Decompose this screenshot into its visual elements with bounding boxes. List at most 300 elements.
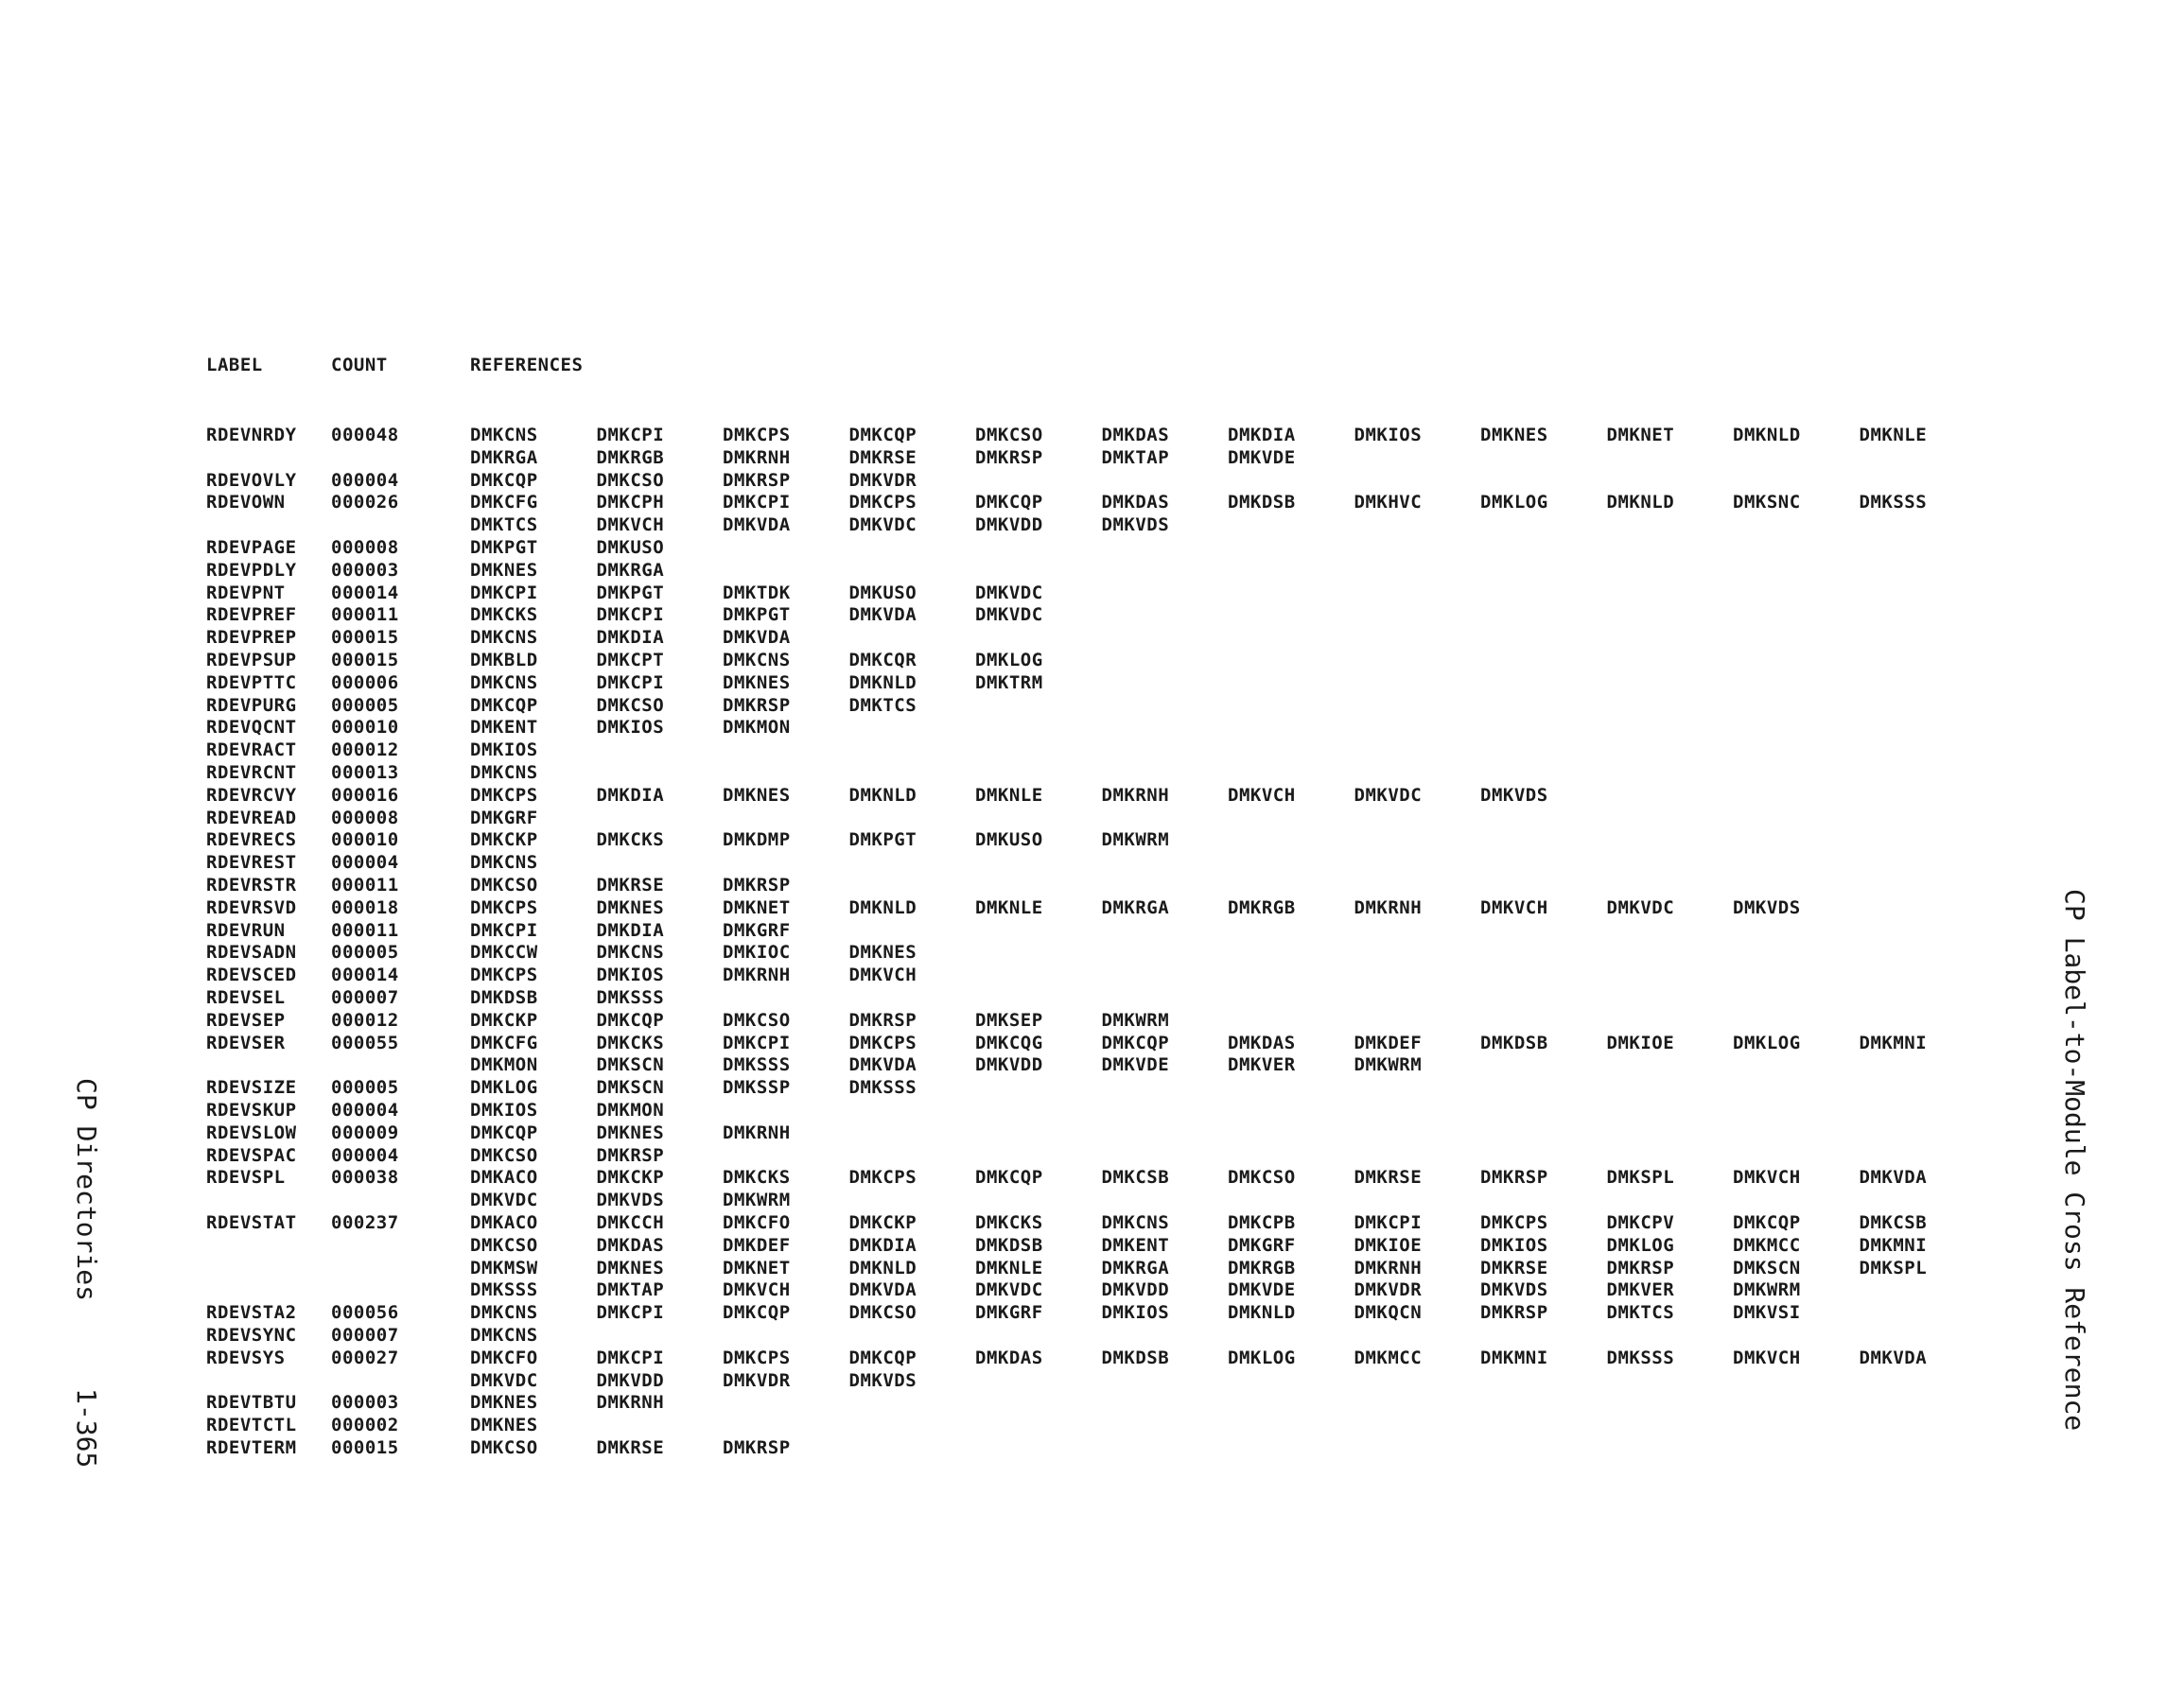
module-reference: DMKVDD (1101, 1279, 1170, 1301)
module-reference: DMKMCC (1354, 1347, 1423, 1368)
module-reference: DMKTDK (723, 582, 791, 603)
module-reference: DMKDAS (1228, 1032, 1296, 1053)
row-count: 000012 (331, 739, 399, 761)
module-reference: DMKDSB (470, 987, 538, 1008)
row-label: RDEVSCED (206, 965, 297, 986)
row-label: RDEVRUN (206, 919, 286, 941)
module-reference: DMKCPI (470, 919, 538, 941)
module-reference: DMKVDD (975, 514, 1043, 536)
module-reference: DMKCQP (1733, 1212, 1801, 1233)
module-reference: DMKDSB (1480, 1032, 1548, 1053)
row-label: RDEVSTAT (206, 1212, 297, 1233)
module-reference: DMKGRF (1228, 1234, 1296, 1256)
module-reference: DMKNES (596, 1257, 665, 1278)
module-reference: DMKDIA (1228, 425, 1296, 445)
module-reference: DMKVDE (1228, 446, 1296, 468)
module-reference: DMKENT (470, 717, 538, 739)
module-reference: DMKDAS (1101, 425, 1170, 445)
module-reference: DMKVDS (1480, 1279, 1548, 1301)
module-reference: DMKVDC (848, 514, 917, 536)
module-reference: DMKRSP (723, 694, 791, 716)
module-reference: DMKVCH (723, 1279, 791, 1301)
row-count: 000004 (331, 469, 399, 491)
module-reference: DMKCNS (723, 650, 791, 670)
module-reference: DMKCQP (596, 1009, 665, 1031)
row-count: 000005 (331, 1077, 399, 1099)
module-reference: DMKGRF (723, 919, 791, 941)
module-reference: DMKCSO (1228, 1167, 1296, 1189)
module-reference: DMKDSB (1228, 492, 1296, 513)
row-label: RDEVRECS (206, 829, 297, 851)
row-label: RDEVSLOW (206, 1122, 297, 1143)
module-reference: DMKNES (470, 1392, 538, 1414)
module-reference: DMKVER (1606, 1279, 1675, 1301)
module-reference: DMKLOG (1228, 1347, 1296, 1368)
module-reference: DMKVDS (596, 1190, 665, 1211)
module-reference: DMKRSP (596, 1144, 665, 1166)
module-reference: DMKVDA (723, 627, 791, 649)
module-reference: DMKCNS (1101, 1212, 1170, 1233)
module-reference: DMKVDE (1101, 1054, 1170, 1076)
module-reference: DMKDIA (596, 919, 665, 941)
row-label: RDEVSPAC (206, 1144, 297, 1166)
module-reference: DMKVDA (848, 604, 917, 626)
row-count: 000006 (331, 671, 399, 693)
row-label: RDEVSIZE (206, 1077, 297, 1099)
row-count: 000008 (331, 537, 399, 558)
module-reference: DMKVDC (975, 582, 1043, 603)
module-reference: DMKQCN (1354, 1302, 1423, 1324)
module-reference: DMKRSP (1480, 1302, 1548, 1324)
module-reference: DMKVDS (848, 1369, 917, 1391)
module-reference: DMKNET (723, 1257, 791, 1278)
module-reference: DMKCCW (470, 942, 538, 964)
module-reference: DMKCQP (975, 492, 1043, 513)
module-reference: DMKSEP (975, 1009, 1043, 1031)
row-count: 000002 (331, 1415, 399, 1436)
row-label: RDEVRCNT (206, 762, 297, 783)
row-label: RDEVOVLY (206, 469, 297, 491)
left-margin-page (71, 1388, 102, 1468)
module-reference: DMKDEF (723, 1234, 791, 1256)
row-count: 000015 (331, 627, 399, 649)
module-reference: DMKRSP (975, 446, 1043, 468)
row-count: 000009 (331, 1122, 399, 1143)
module-reference: DMKBLD (470, 650, 538, 670)
module-reference: DMKRSP (1606, 1257, 1675, 1278)
module-reference: DMKCSO (723, 1009, 791, 1031)
row-count: 000003 (331, 559, 399, 581)
module-reference: DMKVDC (975, 604, 1043, 626)
module-reference: DMKCNS (470, 1325, 538, 1346)
module-reference: DMKNLE (975, 784, 1043, 806)
module-reference: DMKVDS (1101, 514, 1170, 536)
module-reference: DMKCSB (1101, 1167, 1170, 1189)
module-reference: DMKCQP (848, 425, 917, 445)
module-reference: DMKNLD (848, 896, 917, 918)
module-reference: DMKCPI (723, 1032, 791, 1053)
module-reference: DMKLOG (975, 650, 1043, 670)
module-reference: DMKSCN (596, 1077, 665, 1099)
module-reference: DMKTAP (1101, 446, 1170, 468)
module-reference: DMKNLD (848, 1257, 917, 1278)
row-label: RDEVPTTC (206, 671, 297, 693)
module-reference: DMKCPI (1354, 1212, 1423, 1233)
row-label: RDEVRSTR (206, 875, 297, 896)
module-reference: DMKVDC (1354, 784, 1423, 806)
module-reference: DMKVDS (1480, 784, 1548, 806)
module-reference: DMKCSB (1859, 1212, 1928, 1233)
module-reference: DMKCPH (596, 492, 665, 513)
row-label: RDEVPAGE (206, 537, 297, 558)
module-reference: DMKNLD (1228, 1302, 1296, 1324)
module-reference: DMKDMP (723, 829, 791, 851)
row-count: 000007 (331, 987, 399, 1008)
module-reference: DMKCNS (470, 627, 538, 649)
module-reference: DMKVDC (975, 1279, 1043, 1301)
module-reference: DMKCQP (848, 1347, 917, 1368)
row-count: 000014 (331, 582, 399, 603)
module-reference: DMKVCH (1733, 1347, 1801, 1368)
module-reference: DMKSSS (848, 1077, 917, 1099)
row-count: 000014 (331, 965, 399, 986)
module-reference: DMKNES (723, 671, 791, 693)
row-label: RDEVREAD (206, 807, 297, 828)
row-label: RDEVSADN (206, 942, 297, 964)
module-reference: DMKCPI (596, 604, 665, 626)
module-reference: DMKDIA (848, 1234, 917, 1256)
module-reference: DMKRGB (1228, 896, 1296, 918)
module-reference: DMKRSP (723, 469, 791, 491)
module-reference: DMKACO (470, 1212, 538, 1233)
module-reference: DMKRSP (723, 875, 791, 896)
module-reference: DMKTAP (596, 1279, 665, 1301)
module-reference: DMKRNH (1101, 784, 1170, 806)
module-reference: DMKDSB (975, 1234, 1043, 1256)
module-reference: DMKHVC (1354, 492, 1423, 513)
module-reference: DMKWRM (1733, 1279, 1801, 1301)
module-reference: DMKWRM (1354, 1054, 1423, 1076)
header-label: LABEL (206, 355, 263, 375)
module-reference: DMKGRF (470, 807, 538, 828)
module-reference: DMKCPI (470, 582, 538, 603)
row-count: 000011 (331, 919, 399, 941)
module-reference: DMKDEF (1354, 1032, 1423, 1053)
module-reference: DMKCKS (723, 1167, 791, 1189)
module-reference: DMKRNH (723, 446, 791, 468)
module-reference: DMKLOG (1733, 1032, 1801, 1053)
module-reference: DMKNLE (975, 896, 1043, 918)
module-reference: DMKCFG (470, 492, 538, 513)
module-reference: DMKCKP (470, 1009, 538, 1031)
module-reference: DMKCSO (470, 1234, 538, 1256)
module-reference: DMKVDA (1859, 1347, 1928, 1368)
module-reference: DMKSSS (1606, 1347, 1675, 1368)
module-reference: DMKCPS (1480, 1212, 1548, 1233)
module-reference: DMKIOC (723, 942, 791, 964)
row-label: RDEVTERM (206, 1437, 297, 1458)
row-label: RDEVRACT (206, 739, 297, 761)
module-reference: DMKUSO (848, 582, 917, 603)
module-reference: DMKCSO (470, 1437, 538, 1458)
module-reference: DMKVCH (848, 965, 917, 986)
row-label: RDEVQCNT (206, 717, 297, 739)
row-count: 000237 (331, 1212, 399, 1233)
row-count: 000048 (331, 425, 399, 445)
module-reference: DMKCKS (470, 604, 538, 626)
module-reference: DMKCPS (848, 1032, 917, 1053)
row-label: RDEVSYS (206, 1347, 286, 1368)
row-label: RDEVPSUP (206, 650, 297, 670)
module-reference: DMKVCH (1228, 784, 1296, 806)
section-title: CP Directories (71, 1078, 102, 1302)
module-reference: DMKMNI (1859, 1234, 1928, 1256)
module-reference: DMKRSP (723, 1437, 791, 1458)
module-reference: DMKCPI (596, 671, 665, 693)
module-reference: DMKRSE (596, 1437, 665, 1458)
module-reference: DMKVDD (596, 1369, 665, 1391)
row-label: RDEVTBTU (206, 1392, 297, 1414)
module-reference: DMKPGT (723, 604, 791, 626)
row-count: 000004 (331, 1100, 399, 1121)
row-label: RDEVPURG (206, 694, 297, 716)
row-count: 000007 (331, 1325, 399, 1346)
module-reference: DMKCNS (470, 852, 538, 874)
module-reference: DMKMON (470, 1054, 538, 1076)
module-reference: DMKIOE (1606, 1032, 1675, 1053)
module-reference: DMKWRM (723, 1190, 791, 1211)
row-count: 000010 (331, 829, 399, 851)
module-reference: DMKCFO (723, 1212, 791, 1233)
module-reference: DMKSSS (470, 1279, 538, 1301)
module-reference: DMKSSS (1859, 492, 1928, 513)
module-reference: DMKCSO (596, 694, 665, 716)
module-reference: DMKCPS (848, 492, 917, 513)
module-reference: DMKNLE (1859, 425, 1928, 445)
module-reference: DMKCPI (723, 492, 791, 513)
row-count: 000026 (331, 492, 399, 513)
module-reference: DMKSSS (596, 987, 665, 1008)
header-references: REFERENCES (470, 355, 584, 375)
row-count: 000004 (331, 1144, 399, 1166)
module-reference: DMKCKP (848, 1212, 917, 1233)
module-reference: DMKNET (1606, 425, 1675, 445)
left-margin-section (71, 1078, 102, 1301)
module-reference: DMKRNH (723, 965, 791, 986)
module-reference: DMKRSP (848, 1009, 917, 1031)
module-reference: DMKCKP (596, 1167, 665, 1189)
module-reference: DMKGRF (975, 1302, 1043, 1324)
module-reference: DMKIOS (596, 717, 665, 739)
module-reference: DMKRNH (1354, 1257, 1423, 1278)
module-reference: DMKRGB (596, 446, 665, 468)
module-reference: DMKRGA (1101, 896, 1170, 918)
module-reference: DMKCKS (596, 829, 665, 851)
module-reference: DMKVDA (1859, 1167, 1928, 1189)
module-reference: DMKRSP (1480, 1167, 1548, 1189)
module-reference: DMKVDC (1606, 896, 1675, 918)
row-label: RDEVRCVY (206, 784, 297, 806)
module-reference: DMKNLD (848, 784, 917, 806)
row-label: RDEVPDLY (206, 559, 297, 581)
module-reference: DMKCKP (470, 829, 538, 851)
module-reference: DMKRSE (1354, 1167, 1423, 1189)
row-count: 000055 (331, 1032, 399, 1053)
module-reference: DMKRSE (1480, 1257, 1548, 1278)
module-reference: DMKNES (470, 1415, 538, 1436)
module-reference: DMKWRM (1101, 829, 1170, 851)
row-label: RDEVPREF (206, 604, 297, 626)
module-reference: DMKCPT (596, 650, 665, 670)
module-reference: DMKRSE (848, 446, 917, 468)
module-reference: DMKMON (723, 717, 791, 739)
module-reference: DMKRGA (1101, 1257, 1170, 1278)
module-reference: DMKCCH (596, 1212, 665, 1233)
row-count: 000018 (331, 896, 399, 918)
module-reference: DMKSSP (723, 1077, 791, 1099)
module-reference: DMKVDE (1228, 1279, 1296, 1301)
module-reference: DMKCFG (470, 1032, 538, 1053)
module-reference: DMKVDA (848, 1054, 917, 1076)
row-count: 000010 (331, 717, 399, 739)
module-reference: DMKVDR (848, 469, 917, 491)
module-reference: DMKCQP (723, 1302, 791, 1324)
module-reference: DMKCNS (470, 671, 538, 693)
module-reference: DMKRGB (1228, 1257, 1296, 1278)
module-reference: DMKPGT (470, 537, 538, 558)
module-reference: DMKCNS (596, 942, 665, 964)
module-reference: DMKCSO (470, 1144, 538, 1166)
row-label: RDEVSYNC (206, 1325, 297, 1346)
module-reference: DMKCQP (470, 469, 538, 491)
module-reference: DMKCPS (470, 965, 538, 986)
module-reference: DMKUSO (596, 537, 665, 558)
module-reference: DMKNES (470, 559, 538, 581)
module-reference: DMKRGA (470, 446, 538, 468)
module-reference: DMKVDC (470, 1190, 538, 1211)
row-count: 000011 (331, 875, 399, 896)
module-reference: DMKDIA (596, 627, 665, 649)
module-reference: DMKDIA (596, 784, 665, 806)
module-reference: DMKCPS (723, 425, 791, 445)
row-count: 000015 (331, 650, 399, 670)
module-reference: DMKCQG (975, 1032, 1043, 1053)
row-label: RDEVSKUP (206, 1100, 297, 1121)
module-reference: DMKCQP (470, 1122, 538, 1143)
module-reference: DMKNLD (1606, 492, 1675, 513)
row-count: 000012 (331, 1009, 399, 1031)
row-count: 000016 (331, 784, 399, 806)
module-reference: DMKCPV (1606, 1212, 1675, 1233)
module-reference: DMKPGT (848, 829, 917, 851)
module-reference: DMKNLD (1733, 425, 1801, 445)
module-reference: DMKRNH (1354, 896, 1423, 918)
module-reference: DMKLOG (1480, 492, 1548, 513)
module-reference: DMKCNS (470, 1302, 538, 1324)
module-reference: DMKCSO (596, 469, 665, 491)
module-reference: DMKVCH (1480, 896, 1548, 918)
module-reference: DMKCPI (596, 1347, 665, 1368)
module-reference: DMKIOS (470, 1100, 538, 1121)
header-count: COUNT (331, 355, 388, 375)
row-label: RDEVTCTL (206, 1415, 297, 1436)
module-reference: DMKNLD (848, 671, 917, 693)
module-reference: DMKMNI (1859, 1032, 1928, 1053)
module-reference: DMKRGA (596, 559, 665, 581)
module-reference: DMKNES (848, 942, 917, 964)
module-reference: DMKWRM (1101, 1009, 1170, 1031)
module-reference: DMKNLE (975, 1257, 1043, 1278)
row-count: 000011 (331, 604, 399, 626)
module-reference: DMKRNH (596, 1392, 665, 1414)
module-reference: DMKIOE (1354, 1234, 1423, 1256)
module-reference: DMKVDA (723, 514, 791, 536)
module-reference: DMKVCH (596, 514, 665, 536)
module-reference: DMKVDC (470, 1369, 538, 1391)
module-reference: DMKCFO (470, 1347, 538, 1368)
module-reference: DMKACO (470, 1167, 538, 1189)
row-count: 000005 (331, 694, 399, 716)
module-reference: DMKIOS (1101, 1302, 1170, 1324)
running-title: CP Label-to-Module Cross Reference (2059, 889, 2090, 1432)
row-count: 000056 (331, 1302, 399, 1324)
module-reference: DMKTCS (1606, 1302, 1675, 1324)
row-count: 000008 (331, 807, 399, 828)
module-reference: DMKSNC (1733, 492, 1801, 513)
module-reference: DMKCPS (470, 896, 538, 918)
module-reference: DMKMNI (1480, 1347, 1548, 1368)
row-count: 000004 (331, 852, 399, 874)
module-reference: DMKDSB (1101, 1347, 1170, 1368)
module-reference: DMKVDS (1733, 896, 1801, 918)
module-reference: DMKCSO (470, 875, 538, 896)
module-reference: DMKCPS (470, 784, 538, 806)
module-reference: DMKCNS (470, 762, 538, 783)
module-reference: DMKNES (1480, 425, 1548, 445)
module-reference: DMKCPS (723, 1347, 791, 1368)
module-reference: DMKDAS (596, 1234, 665, 1256)
module-reference: DMKCQP (1101, 1032, 1170, 1053)
module-reference: DMKIOS (470, 739, 538, 761)
row-label: RDEVRSVD (206, 896, 297, 918)
module-reference: DMKCQR (848, 650, 917, 670)
row-label: RDEVSTA2 (206, 1302, 297, 1324)
module-reference: DMKDAS (975, 1347, 1043, 1368)
module-reference: DMKSSS (723, 1054, 791, 1076)
module-reference: DMKSPL (1859, 1257, 1928, 1278)
module-reference: DMKRSE (596, 875, 665, 896)
module-reference: DMKVDD (975, 1054, 1043, 1076)
module-reference: DMKLOG (470, 1077, 538, 1099)
module-reference: DMKCPI (596, 425, 665, 445)
module-reference: DMKCQP (470, 694, 538, 716)
module-reference: DMKRNH (723, 1122, 791, 1143)
module-reference: DMKTCS (848, 694, 917, 716)
module-reference: DMKCQP (975, 1167, 1043, 1189)
module-reference: DMKENT (1101, 1234, 1170, 1256)
module-reference: DMKSPL (1606, 1167, 1675, 1189)
row-label: RDEVOWN (206, 492, 286, 513)
module-reference: DMKDAS (1101, 492, 1170, 513)
module-reference: DMKVDR (723, 1369, 791, 1391)
row-label: RDEVPNT (206, 582, 286, 603)
module-reference: DMKNES (596, 1122, 665, 1143)
module-reference: DMKVDA (848, 1279, 917, 1301)
module-reference: DMKNET (723, 896, 791, 918)
module-reference: DMKPGT (596, 582, 665, 603)
module-reference: DMKTCS (470, 514, 538, 536)
page-number: 1-365 (71, 1388, 102, 1469)
